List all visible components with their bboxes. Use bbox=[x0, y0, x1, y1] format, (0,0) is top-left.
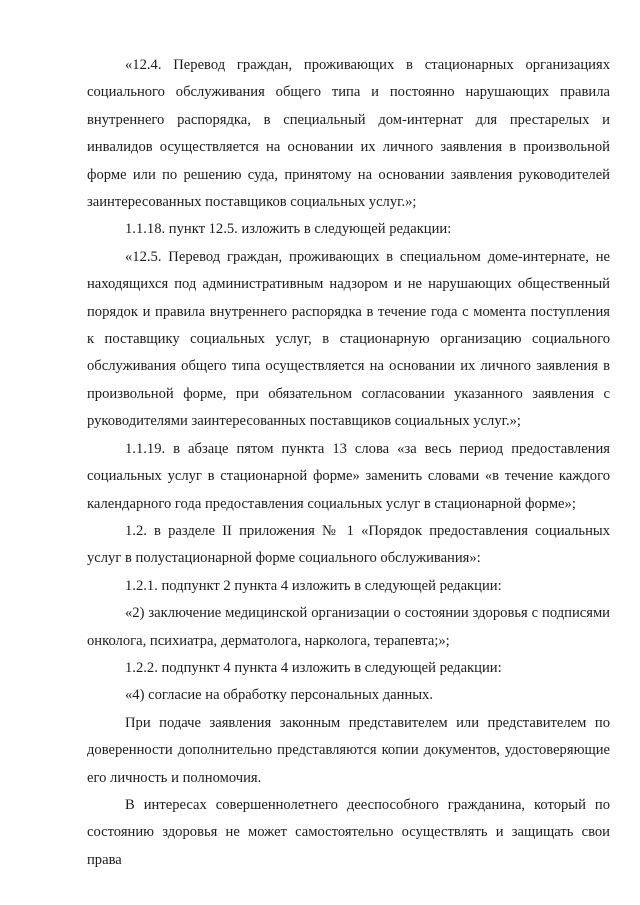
paragraph-subitem-4: «4) согласие на обработку персональных данных. bbox=[125, 687, 434, 704]
paragraph-1-1-19: 1.1.19. в абзаце пятом пункта 13 слова «за весь период предоставления социальных услуг в стационарной форме» заменить словами «в течение каждого календарного года предоставления социальных услуг в стационарной форме»; bbox=[87, 440, 610, 512]
paragraph-12-5: «12.5. Перевод граждан, проживающих в специальном доме-интернате, не находящихся под административным надзором и не нарушающих общественный порядок и правила внутреннего распорядка в течение года с момента поступления к поставщику социальных услуг, в стационарную организацию социального обслуживания общего типа осуществляется на основании их личного заявления в произвольной форме, при обязательном согласовании указанного заявления с руководителями заинтересованных поставщиков социальных услуг.»; bbox=[87, 248, 610, 430]
paragraph-representative: При подаче заявления законным представителем или представителем по доверенности дополнительно представляются копии документов, удостоверяющие его личность и полномочия. bbox=[87, 714, 610, 786]
paragraph-1-2: 1.2. в разделе II приложения № 1 «Порядок предоставления социальных услуг в полустационарной форме социального обслуживания»: bbox=[87, 522, 610, 567]
paragraph-1-2-1: 1.2.1. подпункт 2 пункта 4 изложить в следующей редакции: bbox=[125, 577, 502, 594]
paragraph-adult-citizen: В интересах совершеннолетнего дееспособного гражданина, который по состоянию здоровья не может самостоятельно осуществлять и защищать свои права bbox=[87, 796, 610, 868]
paragraph-12-4: «12.4. Перевод граждан, проживающих в стационарных организациях социального обслуживания общего типа и постоянно нарушающих правила внутреннего распорядка, в специальный дом-интернат для престарелых и инвалидов осуществляется на основании их личного заявления в произвольной форме или по решению суда, принятому на основании заявления руководителей заинтересованных поставщиков социальных услуг.»; bbox=[87, 57, 610, 211]
paragraph-1-1-18: 1.1.18. пункт 12.5. изложить в следующей редакции: bbox=[125, 221, 452, 238]
document-body bbox=[87, 52, 610, 874]
paragraph-1-2-2: 1.2.2. подпункт 4 пункта 4 изложить в следующей редакции: bbox=[125, 659, 502, 676]
paragraph-subitem-2: «2) заключение медицинской организации о состоянии здоровья с подписями онколога, психиатра, дерматолога, нарколога, терапевта;»; bbox=[87, 605, 610, 649]
